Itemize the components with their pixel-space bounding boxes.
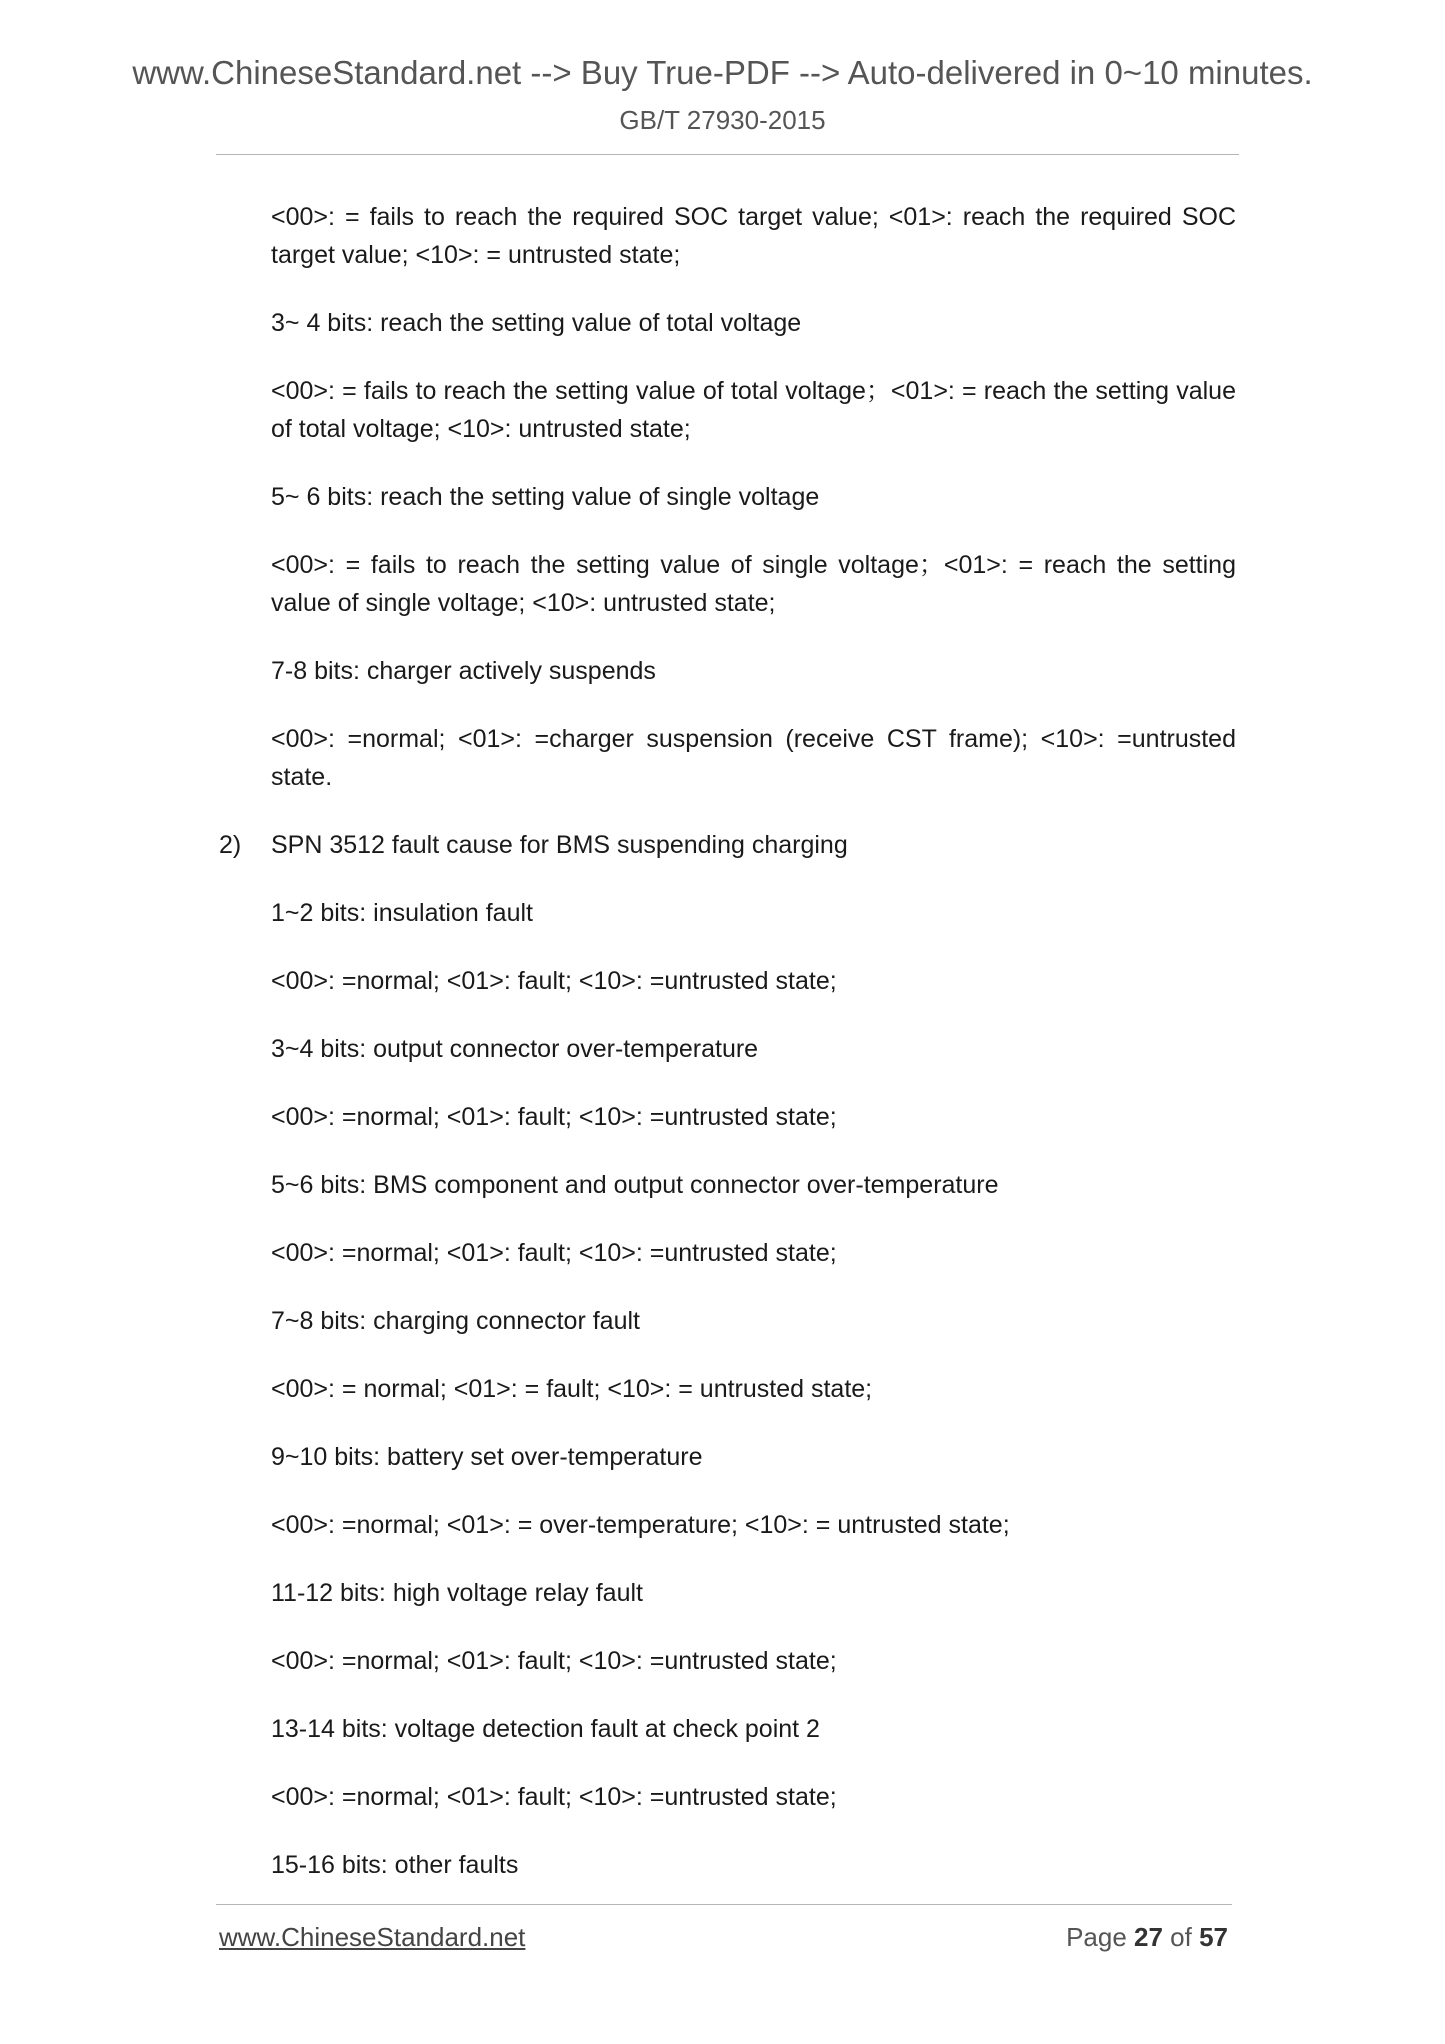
page-indicator <box>1066 1922 1228 1953</box>
paragraph-insulation-states: <00>: =normal; <01>: fault; <10>: =untrusted state; <box>271 967 837 995</box>
paragraph-hv-relay-states: <00>: =normal; <01>: fault; <10>: =untrusted state; <box>271 1647 837 1675</box>
page-total: 57 <box>1199 1922 1228 1952</box>
paragraph-checkpoint-2-fault: 13-14 bits: voltage detection fault at check point 2 <box>271 1715 820 1743</box>
paragraph-total-voltage-states: <00>: = fails to reach the setting value of total voltage；<01>: = reach the setting value of total voltage; <10>: untrusted state; <box>271 377 1236 443</box>
paragraph-insulation-fault: 1~2 bits: insulation fault <box>271 899 533 927</box>
header-banner: www.ChineseStandard.net --> Buy True-PDF --> Auto-delivered in 0~10 minutes. <box>132 54 1313 91</box>
paragraph-other-faults: 15-16 bits: other faults <box>271 1851 519 1879</box>
footer-website-link[interactable]: www.ChineseStandard.net <box>219 1922 526 1952</box>
paragraph-charging-connector-fault: 7~8 bits: charging connector fault <box>271 1307 640 1335</box>
page-current: 27 <box>1134 1922 1163 1952</box>
paragraph-bits-5-6: 5~ 6 bits: reach the setting value of single voltage <box>271 483 820 511</box>
paragraph-checkpoint-2-states: <00>: =normal; <01>: fault; <10>: =untrusted state; <box>271 1783 837 1811</box>
header-divider <box>216 154 1239 155</box>
standard-code: GB/T 27930-2015 <box>619 105 826 135</box>
paragraph-bms-component-states: <00>: =normal; <01>: fault; <10>: =untrusted state; <box>271 1239 837 1267</box>
paragraph-single-voltage-states: <00>: = fails to reach the setting value of single voltage；<01>: = reach the setting value of single voltage; <10>: untrusted state; <box>271 551 1236 617</box>
document-body <box>219 198 1236 1914</box>
paragraph-output-connector-overtemp: 3~4 bits: output connector over-temperature <box>271 1035 759 1063</box>
list-item-text: SPN 3512 fault cause for BMS suspending charging <box>271 831 848 859</box>
paragraph-bms-component-overtemp: 5~6 bits: BMS component and output connector over-temperature <box>271 1171 999 1199</box>
paragraph-bits-7-8: 7-8 bits: charger actively suspends <box>271 657 656 685</box>
paragraph-soc-states: <00>: = fails to reach the required SOC target value; <01>: reach the required SOC target value; <10>: = untrusted state; <box>271 203 1236 269</box>
paragraph-bits-3-4: 3~ 4 bits: reach the setting value of total voltage <box>271 309 802 337</box>
footer-divider <box>216 1904 1232 1905</box>
paragraph-battery-overtemp: 9~10 bits: battery set over-temperature <box>271 1443 703 1471</box>
page-prefix: Page <box>1066 1922 1135 1952</box>
paragraph-battery-overtemp-states: <00>: =normal; <01>: = over-temperature; <10>: = untrusted state; <box>271 1511 1010 1539</box>
paragraph-output-connector-states: <00>: =normal; <01>: fault; <10>: =untrusted state; <box>271 1103 837 1131</box>
paragraph-charger-suspend-states: <00>: =normal; <01>: =charger suspension (receive CST frame); <10>: =untrusted state. <box>271 725 1236 791</box>
list-item-spn-3512 <box>219 826 1236 864</box>
list-item-number: 2) <box>219 831 242 859</box>
paragraph-charging-connector-states: <00>: = normal; <01>: = fault; <10>: = untrusted state; <box>271 1375 873 1403</box>
paragraph-hv-relay-fault: 11-12 bits: high voltage relay fault <box>271 1579 643 1607</box>
page-of: of <box>1162 1922 1200 1952</box>
